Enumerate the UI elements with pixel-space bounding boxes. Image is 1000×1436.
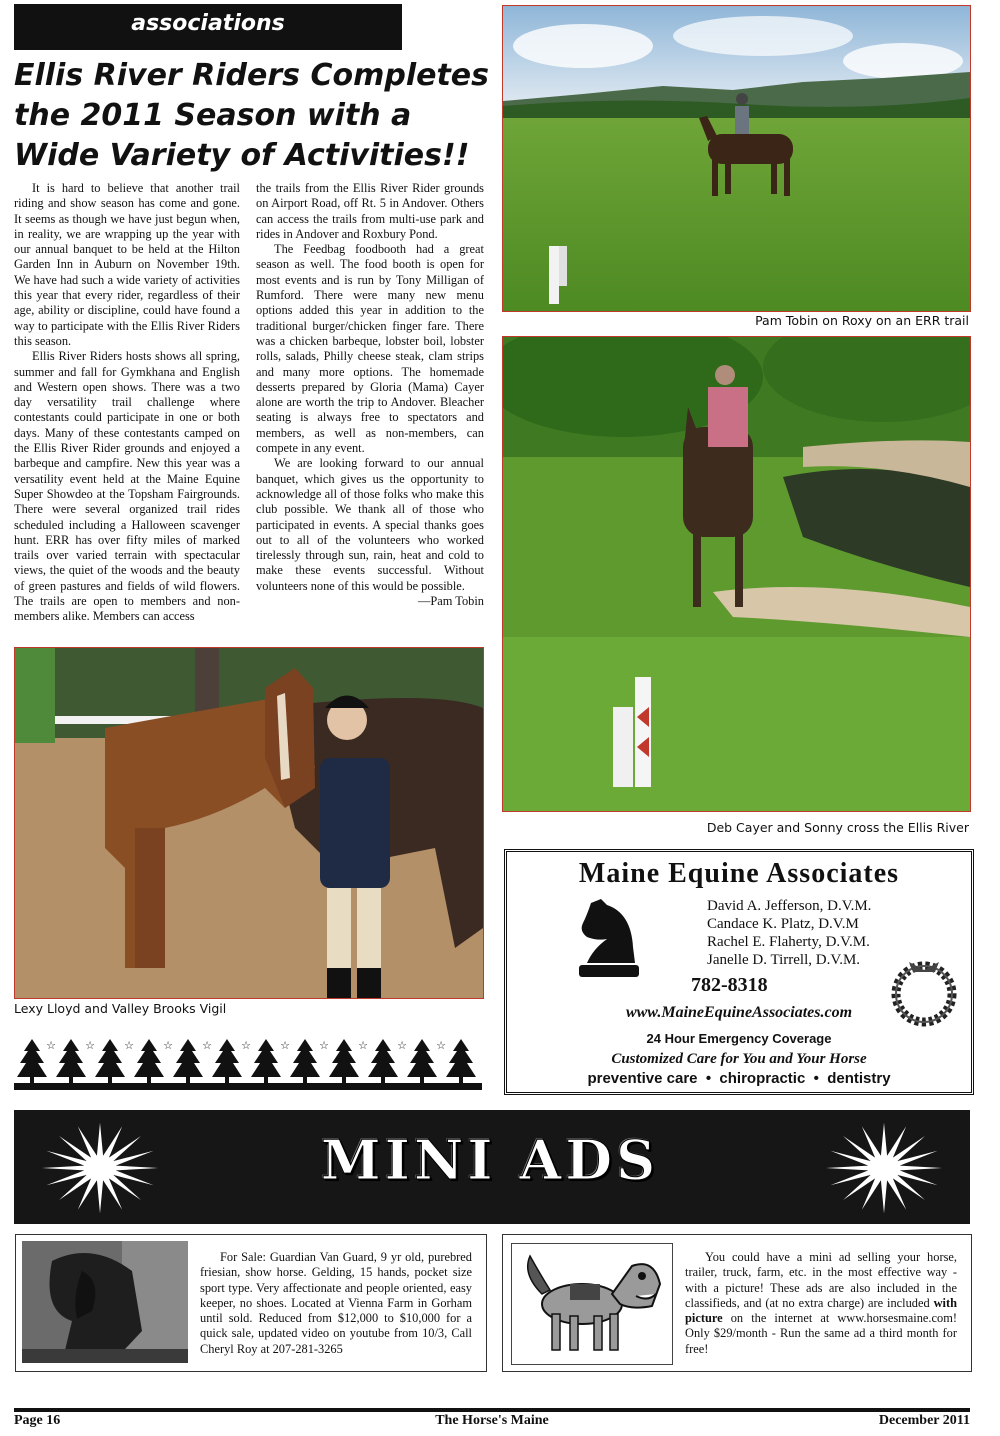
star-icon: ☆	[319, 1040, 329, 1052]
ad-website: www.MaineEquineAssociates.com	[625, 1004, 853, 1021]
article-headline: Ellis River Riders Completes the 2011 Season with a Wide Variety of Activities!!	[14, 58, 490, 173]
mini-ad-text-part: You could have a mini ad selling your horse, trailer, truck, farm, etc. in the most effective way - with a picture! These ads are also included in the classifieds, and (at no extra charge) are included	[685, 1250, 957, 1310]
vet-name: Janelle D. Tirrell, D.V.M.	[707, 952, 861, 968]
mini-ad-promo	[502, 1234, 972, 1372]
knight-chess-icon	[573, 897, 643, 983]
pine-tree-icon	[446, 1039, 476, 1077]
star-icon: ☆	[124, 1040, 134, 1052]
ad-emergency: 24 Hour Emergency Coverage	[646, 1031, 832, 1046]
footer-page-number: Page 16	[14, 1413, 61, 1428]
article-paragraph: Ellis River Riders hosts shows all spring, summer and fall for Gymkhana and English and Western open shows. There was a two day versatility trail challenge where contestants could participate in one or both days. Many of these contestants camped on the Ellis River Rider grounds and enjoyed a barbeque and campfire. New this year was a versatility event held at the Maine Equine Super Showdeo at the Topsham Fairgrounds. There were several organized trail rides scheduled including a Halloween scavenger hunt. ERR has over fifty miles of marked trails over varied terrain with spectacular views, the quiet of the woods and the beauty of green pastures and fields of wild flowers. The trails are open to members and non-members alike. Members can access	[14, 349, 240, 624]
vet-name: David A. Jefferson, D.V.M.	[707, 898, 872, 914]
mini-ad-text	[685, 1250, 957, 1357]
article-paragraph: the trails from the Ellis River Rider grounds on Airport Road, off Rt. 5 in Andover. Others can access the trails from multi-use park and rides in Andover and Roxbury Pond.	[256, 181, 484, 241]
pine-tree-trunk	[342, 1077, 346, 1083]
pine-tree-icon	[407, 1039, 437, 1077]
ad-phone: 782-8318	[691, 974, 768, 996]
star-icon: ☆	[436, 1040, 446, 1052]
star-icon: ☆	[46, 1040, 56, 1052]
pine-tree-trunk	[147, 1077, 151, 1083]
pine-tree-trunk	[186, 1077, 190, 1083]
pine-tree-icon	[14, 1035, 482, 1093]
vet-name: Rachel E. Flaherty, D.V.M.	[707, 934, 870, 950]
photo-rider-field	[502, 5, 971, 312]
ad-title: Maine Equine Associates	[578, 858, 900, 889]
pine-tree-icon	[56, 1039, 86, 1077]
footer-rule	[14, 1408, 970, 1412]
pine-tree-icon	[95, 1039, 125, 1077]
pine-tree-trunk	[108, 1077, 112, 1083]
article-signature: —Pam Tobin	[417, 594, 484, 609]
pine-tree-icon	[17, 1039, 47, 1077]
pine-tree-border	[14, 1035, 482, 1093]
article-column-1	[14, 181, 240, 625]
footer-publication: The Horse's Maine	[435, 1413, 549, 1428]
article-paragraph: It is hard to believe that another trail riding and show season has come and gone. It seems as though we have just begun when, in reality, we are wrapping up the year with our annual banquet to be held at the Hilton Garden Inn in Auburn on November 19th. We have had such a wide variety of activities this year that every rider, regardless of their age, ability or discipline, could have found a way to participate with the Ellis River Riders this season.	[14, 181, 240, 348]
star-icon: ☆	[397, 1040, 407, 1052]
article-paragraph: The Feedbag foodbooth had a great season as well. The food booth is open for most events and is run by Tony Milligan of Rumford. There were many new menu options added this year in addition to the traditional burger/chicken finger fare. There was a chicken barbeque, lobster boil, lobster rolls, salads, Philly cheese steak, clam strips and many more options. The homemade desserts prepared by Gloria (Mama) Cayer alone are worth the trip to Andover. Bleacher seating is always free to spectators and members, as well as non-members, can compete in any event.	[256, 242, 484, 456]
photo-caption: Deb Cayer and Sonny cross the Ellis River	[706, 820, 969, 835]
pine-tree-icon	[251, 1039, 281, 1077]
star-icon: ☆	[163, 1040, 173, 1052]
pine-tree-trunk	[303, 1077, 307, 1083]
photo-caption: Pam Tobin on Roxy on an ERR trail	[755, 313, 969, 328]
vet-list	[707, 897, 871, 969]
ad-services: preventive care • chiropractic • dentistry	[587, 1070, 891, 1087]
article-column-2	[256, 181, 484, 609]
mini-ad-text: For Sale: Guardian Van Guard, 9 yr old, purebred friesian, show horse. Gelding, 15 hands, pocket size sport type. Very affectionate and people oriented, easy keeper, no shoes. Located at Vienna Farm in Gorham until sold. Reduced from $12,000 to $10,000 for a quick sale, updated video on youtube from 10/3, Call Cheryl Roy at 207-281-3265	[200, 1250, 472, 1356]
photo-caption: Lexy Lloyd and Valley Brooks Vigil	[14, 1001, 227, 1016]
pine-tree-trunk	[264, 1077, 268, 1083]
photo-river-crossing	[502, 336, 971, 812]
pine-tree-trunk	[381, 1077, 385, 1083]
pine-tree-trunk	[30, 1077, 34, 1083]
starburst-icon	[38, 1120, 162, 1216]
pine-tree-trunk	[420, 1077, 424, 1083]
pine-tree-icon	[212, 1039, 242, 1077]
pine-tree-icon	[134, 1039, 164, 1077]
pine-tree-icon	[173, 1039, 203, 1077]
star-icon: ☆	[241, 1040, 251, 1052]
mini-ad-friesian	[15, 1234, 487, 1372]
vet-name: Candace K. Platz, D.V.M	[707, 916, 859, 932]
star-icon: ☆	[358, 1040, 368, 1052]
article-paragraph: We are looking forward to our annual banquet, which gives us the opportunity to acknowledge all of those folks who make this club possible. We thank all of those who participated in events. A special thanks goes out to all of the volunteers who worked tirelessly through sun, rain, heat and cold to make these events successful. Without volunteers none of this would be possible.	[256, 456, 484, 593]
ad-tagline: Customized Care for You and Your Horse	[611, 1051, 867, 1067]
section-label: associations	[14, 4, 402, 50]
mini-ads-title: MINI ADS	[320, 1128, 660, 1192]
star-icon: ☆	[280, 1040, 290, 1052]
pine-tree-icon	[368, 1039, 398, 1077]
mini-ad-text-bold: with picture	[685, 1295, 957, 1326]
equine-ad	[504, 849, 974, 1095]
starburst-icon	[822, 1120, 946, 1216]
pine-tree-icon	[329, 1039, 359, 1077]
footer-date: December 2011	[878, 1413, 970, 1428]
photo-girl-horse	[14, 647, 484, 999]
friesian-horse-photo	[22, 1241, 188, 1363]
star-icon: ☆	[202, 1040, 212, 1052]
mini-ad-text-part: on the internet at www.horsesmaine.com! Only $29/month - Run the same ad a third month for free!	[685, 1311, 957, 1356]
pine-tree-icon	[290, 1039, 320, 1077]
pine-tree-trunk	[69, 1077, 73, 1083]
pine-tree-trunk	[225, 1077, 229, 1083]
pine-tree-trunk	[459, 1077, 463, 1083]
cartoon-horse-icon	[511, 1243, 673, 1365]
star-icon: ☆	[85, 1040, 95, 1052]
